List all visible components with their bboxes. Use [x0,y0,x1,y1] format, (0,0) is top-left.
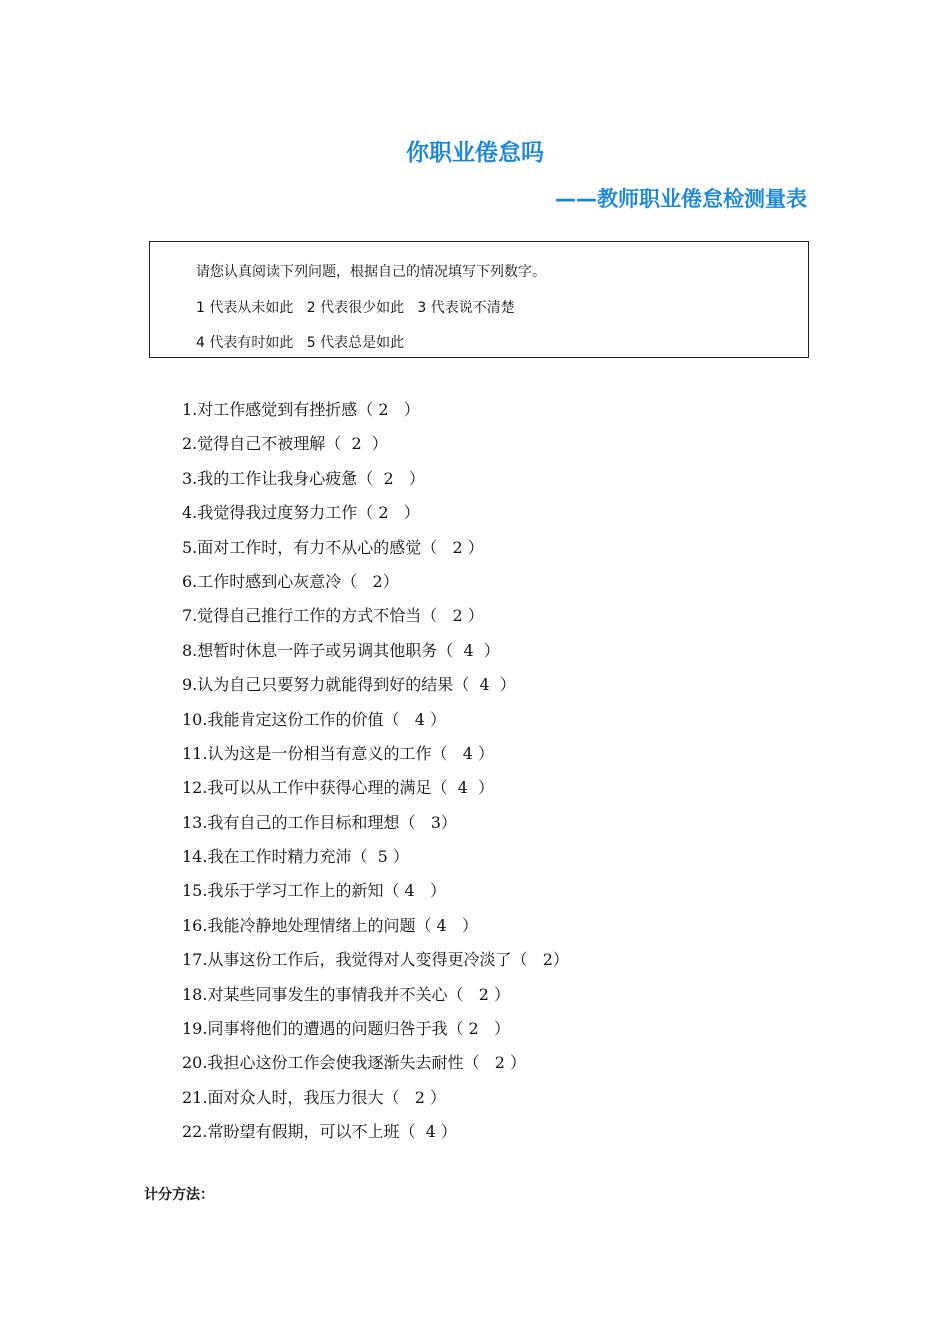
question-item: 3.我的工作让我身心疲惫（ 2 ） [182,468,425,488]
scale-legend-line: 1 代表从未如此 2 代表很少如此 3 代表说不清楚 [196,300,515,316]
question-item: 11.认为这是一份相当有意义的工作（ 4 ） [182,743,494,763]
question-item: 19.同事将他们的遭遇的问题归咎于我（ 2 ） [182,1019,510,1039]
question-item: 18.对某些同事发生的事情我并不关心（ 2 ） [182,984,510,1004]
question-item: 2.觉得自己不被理解（ 2 ） [182,434,388,454]
instructions-line: 请您认真阅读下列问题，根据自己的情况填写下列数字。 [196,264,546,280]
question-item: 12.我可以从工作中获得心理的满足（ 4 ） [182,778,494,798]
question-item: 21.面对众人时，我压力很大（ 2 ） [182,1087,446,1107]
scoring-method-label: 计分方法： [144,1187,214,1203]
question-item: 15.我乐于学习工作上的新知（ 4 ） [182,881,446,901]
question-item: 1.对工作感觉到有挫折感（ 2 ） [182,400,420,419]
question-item: 6.工作时感到心灰意冷（ 2） [182,571,399,591]
question-item: 10.我能肯定这份工作的价值（ 4 ） [182,709,446,729]
question-item: 16.我能冷静地处理情绪上的问题（ 4 ） [182,915,478,935]
page-title: 你职业倦怠吗 [406,140,544,166]
question-item: 8.想暂时休息一阵子或另调其他职务（ 4 ） [182,640,500,660]
question-item: 13.我有自己的工作目标和理想（ 3） [182,812,457,832]
question-item: 7.觉得自己推行工作的方式不恰当（ 2 ） [182,606,484,626]
question-list [182,397,569,1154]
question-item: 14.我在工作时精力充沛（ 5 ） [182,847,409,867]
question-item: 22.常盼望有假期，可以不上班（ 4 ） [182,1122,457,1142]
question-item: 9.认为自己只要努力就能得到好的结果（ 4 ） [182,675,516,695]
question-item: 20.我担心这份工作会使我逐渐失去耐性（ 2 ） [182,1053,526,1073]
question-item: 17.从事这份工作后，我觉得对人变得更冷淡了（ 2） [182,950,569,970]
instructions-box [149,241,809,358]
page-subtitle: ——教师职业倦怠检测量表 [555,187,807,211]
question-item: 5.面对工作时，有力不从心的感觉（ 2 ） [182,537,484,557]
scale-legend-line: 4 代表有时如此 5 代表总是如此 [196,335,405,351]
question-item: 4.我觉得我过度努力工作（ 2 ） [182,503,420,523]
